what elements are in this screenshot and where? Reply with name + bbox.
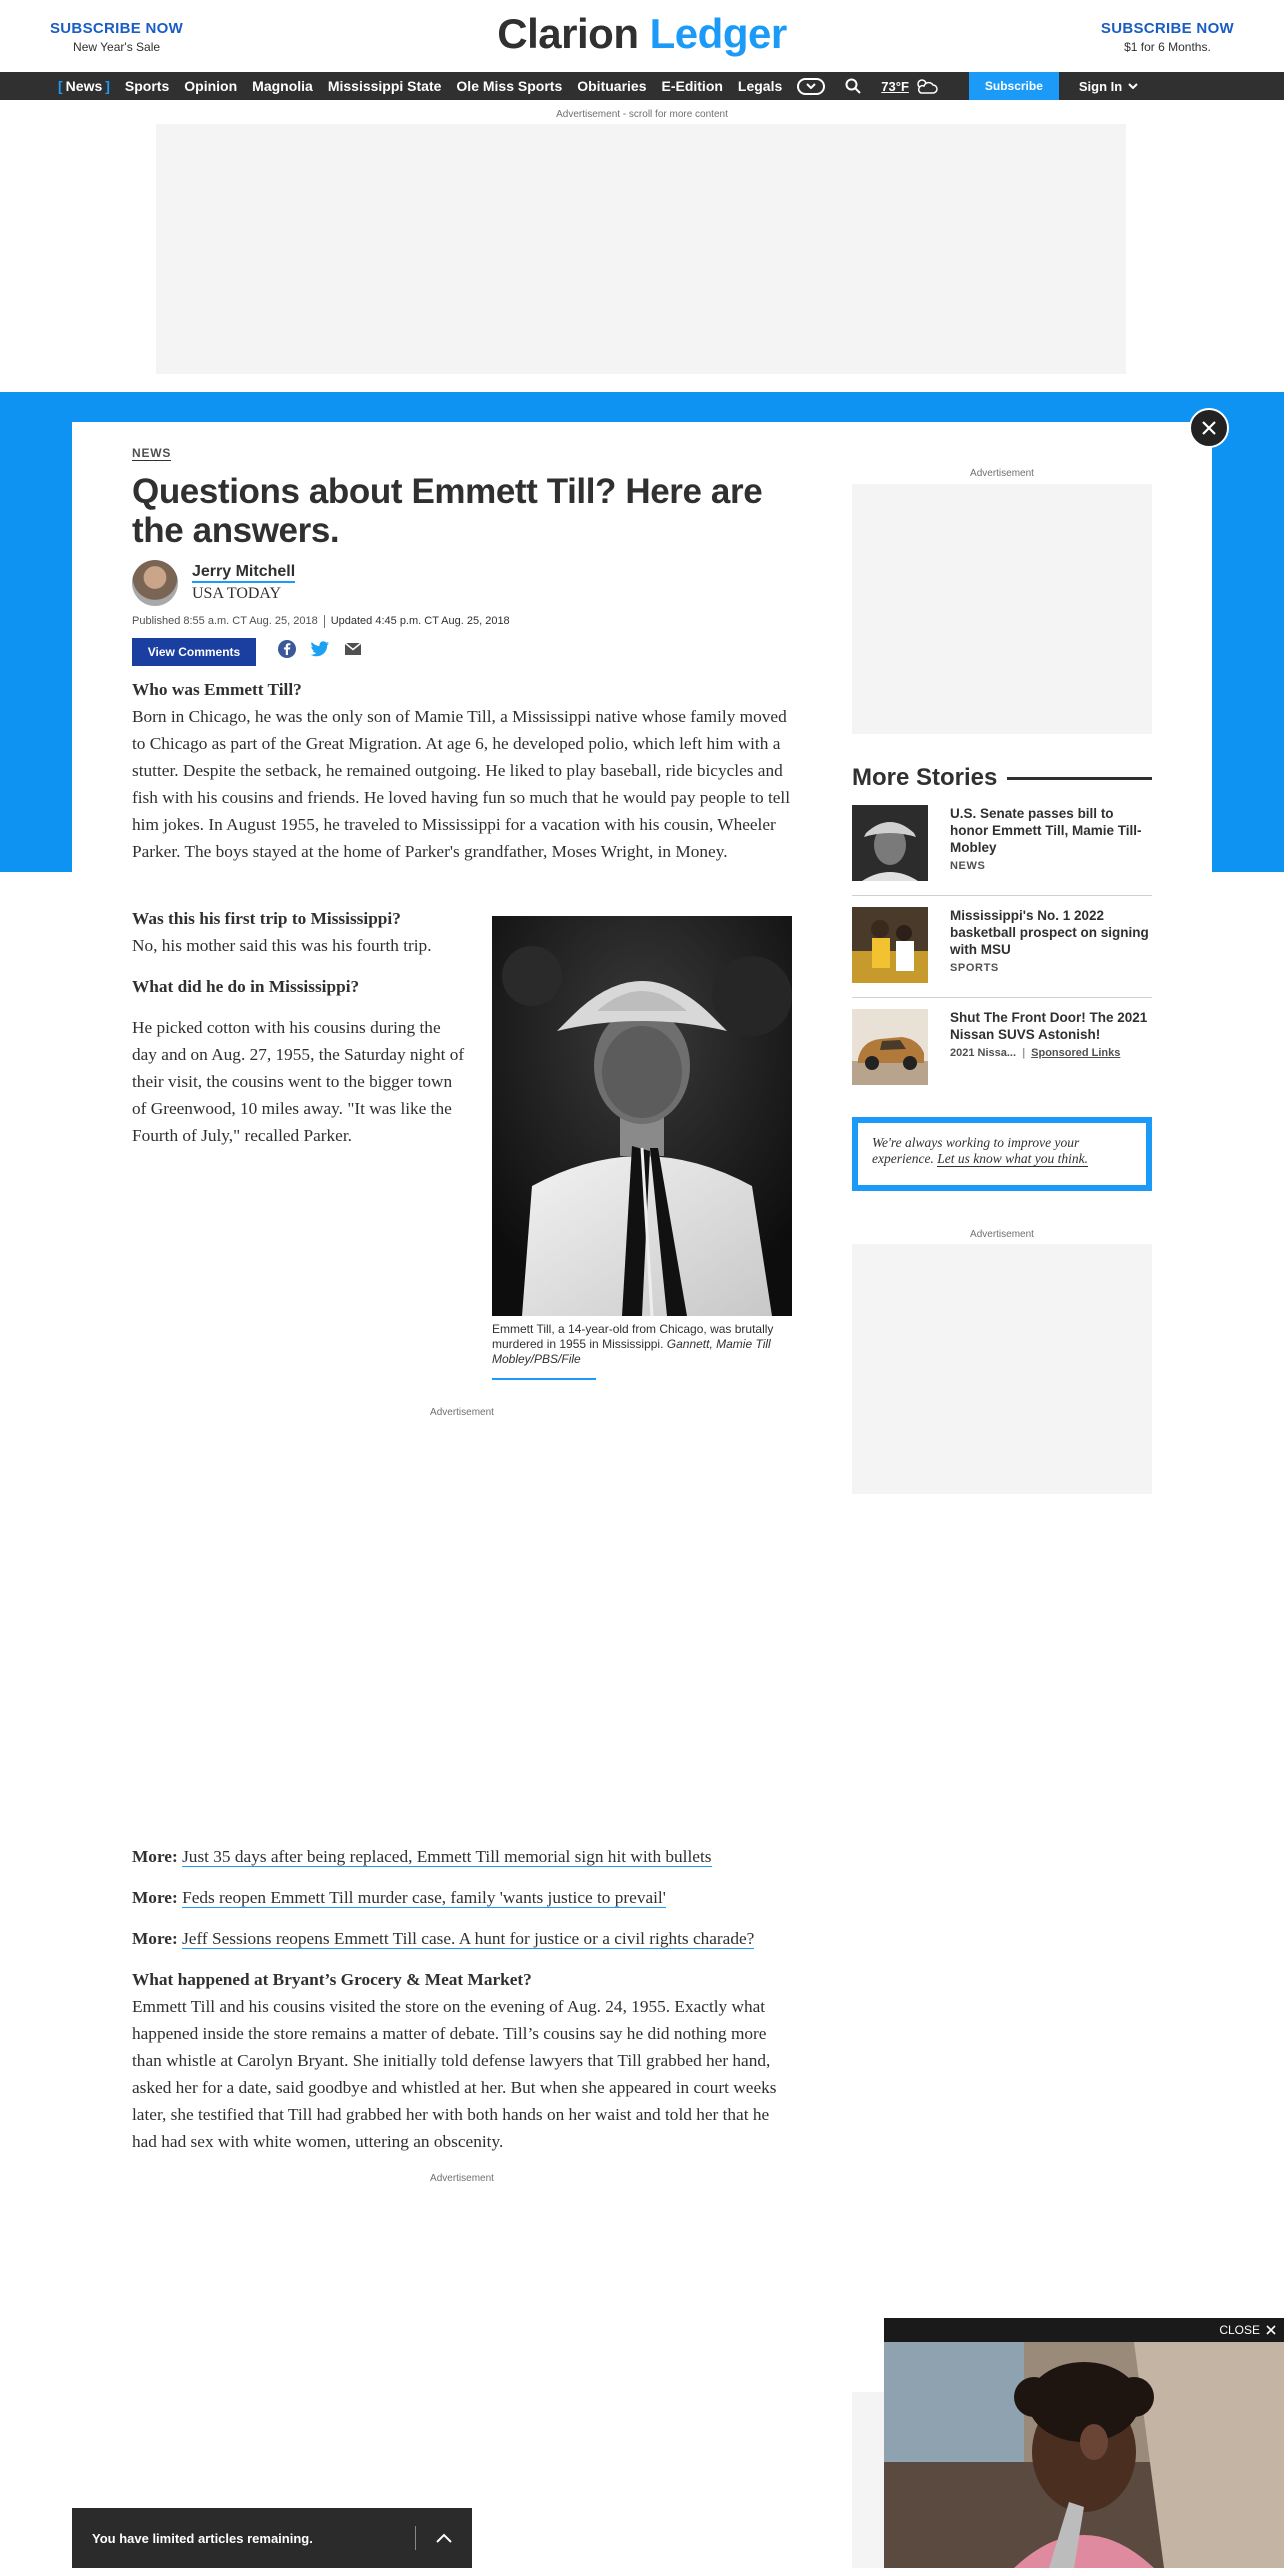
sidebar-ad-label: Advertisement [970,468,1034,479]
more-label: More: [132,1888,178,1907]
more-link-row [132,1843,792,1870]
sponsor-name: 2021 Nissa... [950,1047,1017,1059]
sidebar-ad-label: Advertisement [970,1229,1034,1240]
question-heading: Was this his first trip to Mississippi? [132,909,401,928]
nav-ole-miss-sports[interactable]: Ole Miss Sports [456,78,563,94]
subscribe-now-label[interactable]: SUBSCRIBE NOW [50,20,184,37]
answer-block-1 [132,676,792,865]
weather-widget[interactable] [881,77,939,95]
main-nav [0,72,1284,100]
nav-news[interactable]: [ News ] [58,78,110,94]
close-icon[interactable] [1189,408,1229,448]
story-divider [852,895,1152,896]
answer-text: Born in Chicago, he was the only son of Mamie Till, a Mississippi native whose family moved to Chicago as part of the Great Migration. At age 6, he developed polio, which left him with a stutter. Despite the setback, he remained outgoing. He liked to play baseball, ride bicycles and fish with his cousins and friends. He loved having fun so much that he would pay people to tell him jokes. In August 1955, he traveled to Mississippi for a vacation with his cousin, Wheeler Parker. The boys stayed at the home of Parker's grandfather, Moses Wright, in Money. [132,707,791,861]
byline [132,560,792,606]
more-link-row [132,1925,792,1952]
top-ad-label: Advertisement - scroll for more content [556,109,728,120]
twitter-icon[interactable] [310,641,330,663]
more-link[interactable]: Feds reopen Emmett Till murder case, family 'wants justice to prevail' [182,1888,666,1907]
answer-block-4 [132,1966,792,2155]
story-title[interactable]: U.S. Senate passes bill to honor Emmett Till, Mamie Till-Mobley [950,806,1142,855]
answer-block-3 [132,973,467,1000]
answer-text: He picked cotton with his cousins during the day and on Aug. 27, 1955, the Saturday night of their visit, the cousins went to the bigger town of Greenwood, 10 miles away. "It was like the Fourth of July," recalled Parker. [132,1018,465,1145]
article-actions [132,638,792,666]
nav-mississippi-state[interactable]: Mississippi State [327,78,442,94]
nav-opinion[interactable]: Opinion [184,78,238,94]
more-link-row [132,1884,792,1911]
masthead [0,0,1284,72]
weather-temp[interactable]: 73°F [881,78,909,94]
nav-legals[interactable]: Legals [737,78,783,94]
nav-magnolia[interactable]: Magnolia [252,78,313,94]
story-title[interactable]: Shut The Front Door! The 2021 Nissan SUVS Astonish! [950,1010,1148,1042]
more-link[interactable]: Jeff Sessions reopens Emmett Till case. A hunt for justice or a civil rights charade? [182,1929,755,1948]
answer-text: No, his mother said this was his fourth trip. [132,936,432,955]
question-heading: What did he do in Mississippi? [132,977,360,996]
logo-part-2[interactable]: Ledger [649,10,787,57]
logo-part-1[interactable]: Clarion [497,10,639,57]
nav-obituaries[interactable]: Obituaries [577,78,647,94]
partly-cloudy-icon [913,77,939,95]
answer-text: Emmett Till and his cousins visited the store on the evening of Aug. 24, 1955. Exactly what happened inside the store remains a matter of debate. Till’s cousins say he did nothing more than whistle at Carolyn Bryant. She initially told defense lawyers that Till grabbed her hand, asked her for a date, said goodbye and whistled at her. But when she appeared in court weeks later, she testified that Till had grabbed her with both hands on her waist and told her that he had had sex with white women, uttering an obscenity. [132,1997,777,2151]
answer-block-2 [132,905,467,959]
close-icon[interactable] [1266,2325,1276,2335]
photo-credit: Gannett, Mamie Till Mobley/PBS/File [492,1337,771,1366]
sponsored-links[interactable]: Sponsored Links [1031,1047,1121,1059]
site-logo[interactable] [0,10,1284,58]
email-icon[interactable] [344,642,362,661]
story-thumbnail[interactable] [852,805,928,881]
video-close-label[interactable]: CLOSE [1219,2323,1260,2337]
caption-divider [492,1378,596,1380]
story-tag: SPORTS [950,962,999,974]
author-avatar[interactable] [132,560,178,606]
sign-in-label[interactable]: Sign In [1078,78,1123,94]
limited-articles-bar[interactable] [72,2508,472,2568]
author-org: USA TODAY [192,585,282,602]
subscribe-offer-label[interactable]: New Year's Sale [73,40,161,54]
more-link[interactable]: Just 35 days after being replaced, Emmett Till memorial sign hit with bullets [182,1847,712,1866]
author-name[interactable]: Jerry Mitchell [192,563,295,583]
story-divider [852,997,1152,998]
question-heading: What happened at Bryant’s Grocery & Meat Market? [132,1970,532,1989]
sidebar-ad-slot[interactable] [852,484,1152,734]
updated-date: Updated 4:45 p.m. CT Aug. 25, 2018 [330,615,510,627]
story-title[interactable]: Mississippi's No. 1 2022 basketball prospect on signing with MSU [950,908,1149,957]
sponsored-story-card[interactable]: Shut The Front Door! The 2021 Nissan SUVS Astonish! 2021 Nissa... | Sponsored Links [852,1009,1152,1085]
mid-ad-slot[interactable] [132,1422,792,1822]
nav-subscribe-button[interactable]: Subscribe [969,72,1059,100]
more-label: More: [132,1929,178,1948]
article-headline: Questions about Emmett Till? Here are the answers. [132,472,763,550]
floating-video-player[interactable] [884,2318,1284,2568]
facebook-icon[interactable] [278,640,296,663]
more-menu-icon[interactable] [797,78,825,95]
nav-e-edition[interactable]: E-Edition [661,78,723,94]
top-ad-slot[interactable] [156,124,1126,374]
more-stories-title: More Stories [852,764,998,791]
sign-in-button[interactable] [1079,79,1138,94]
feedback-text: We're always working to improve your experience. [872,1135,1080,1166]
subscribe-now-label[interactable]: SUBSCRIBE NOW [1100,20,1234,37]
feedback-box [852,1117,1152,1191]
subscribe-offer-label[interactable]: $1 for 6 Months. [1124,40,1211,54]
published-date: Published 8:55 a.m. CT Aug. 25, 2018 [132,615,318,627]
emmett-till-photo[interactable] [492,916,792,1316]
story-thumbnail[interactable] [852,907,928,983]
ad-label: Advertisement [430,1407,494,1418]
search-icon[interactable] [845,78,861,94]
photo-caption [492,1322,792,1367]
story-card[interactable] [852,805,1152,881]
caption-text: Emmett Till, a 14-year-old from Chicago, was brutally murdered in 1955 in Mississippi. [492,1322,774,1351]
more-stories-heading [852,764,1152,792]
subscribe-cta-right[interactable] [1101,20,1234,54]
ad-label: Advertisement [430,2173,494,2184]
sidebar-ad-slot-2[interactable] [852,1244,1152,1494]
limited-articles-text: You have limited articles remaining. [92,2530,313,2546]
chevron-down-icon [1128,83,1138,89]
chevron-up-icon[interactable] [436,2533,452,2543]
more-label: More: [132,1847,178,1866]
answer-block-3-text [132,1014,467,1149]
question-heading: Who was Emmett Till? [132,680,302,699]
feedback-link[interactable]: Let us know what you think. [937,1151,1088,1166]
section-tag[interactable]: NEWS [132,446,172,460]
video-frame[interactable] [884,2342,1284,2568]
dateline [132,615,792,628]
story-card[interactable] [852,907,1152,983]
story-tag: NEWS [950,860,986,872]
nav-sports[interactable]: Sports [124,78,170,94]
video-close-bar[interactable] [884,2318,1284,2342]
view-comments-button[interactable]: View Comments [132,638,256,666]
story-thumbnail[interactable] [852,1009,928,1085]
